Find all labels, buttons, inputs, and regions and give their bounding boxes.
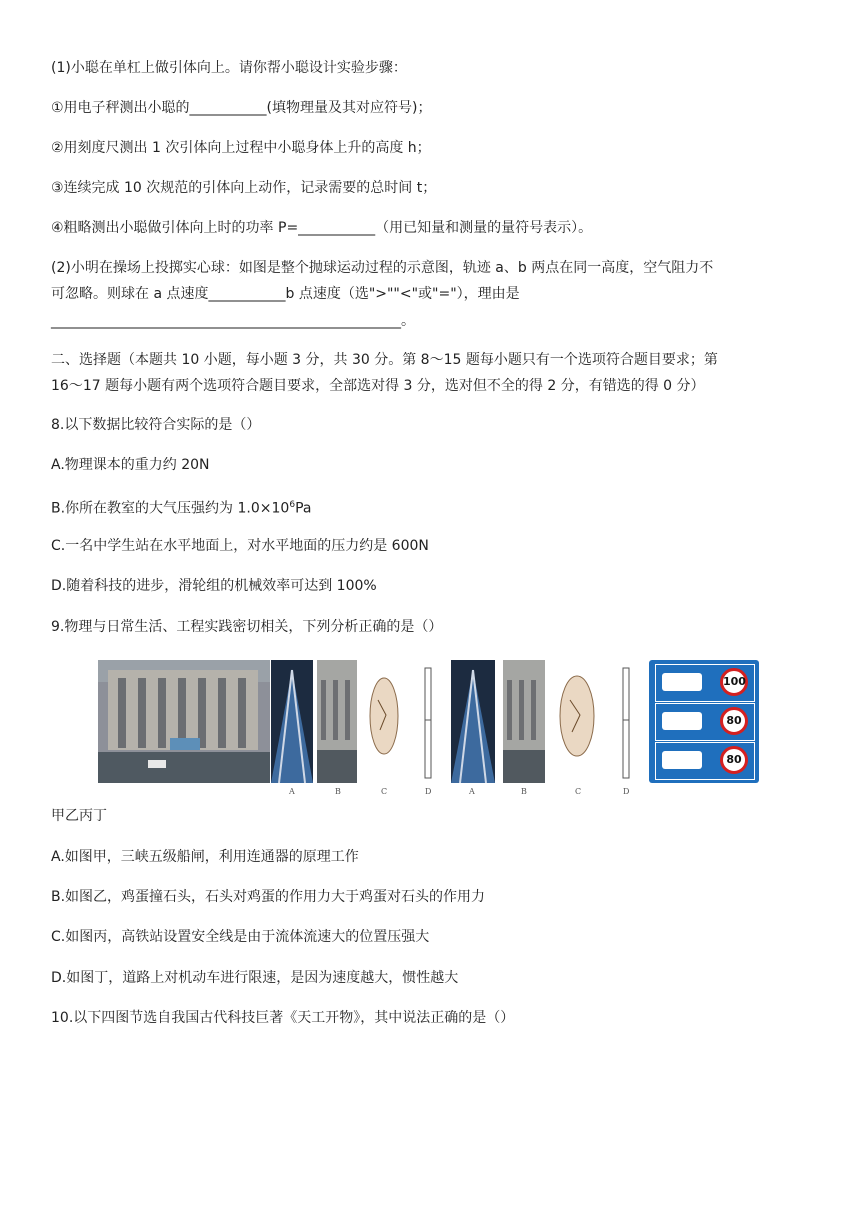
question-1-intro: (1)小聪在单杠上做引体向上。请你帮小聪设计实验步骤： — [51, 60, 407, 76]
step-4: ④粗略测出小聪做引体向上时的功率 P=___________（用已知量和测量的量符号表示）。 — [51, 220, 593, 236]
bus-speed-row — [655, 703, 755, 741]
section-2-header-line-1: 二、选择题（本题共 10 小题，每小题 3 分，共 30 分。第 8～15 题每小题只有一个选项符合题目要求；第 — [51, 352, 718, 368]
speed-limit-car: 100 — [720, 668, 748, 696]
caption-2: B — [335, 787, 341, 796]
car-speed-row — [655, 664, 755, 702]
bus-icon — [662, 712, 702, 730]
question-2-line-2: 可忽略。则球在 a 点速度___________b 点速度（选">""<"或"="），理由是 — [51, 286, 520, 302]
step-1: ①用电子秤测出小聪的___________(填物理量及其对应符号)； — [51, 100, 432, 116]
truck-icon — [662, 751, 702, 769]
step-3: ③连续完成 10 次规范的引体向上动作，记录需要的总时间 t； — [51, 180, 437, 196]
egg-rock-drawing-2 — [552, 660, 602, 783]
option-b-exponent: 6 — [289, 500, 296, 510]
safety-line-drawing — [422, 660, 434, 783]
question-9-figure — [98, 660, 760, 796]
question-2-line-1: (2)小明在操场上投掷实心球：如图是整个抛球运动过程的示意图，轨迹 a、b 两点在同一高度，空气阻力不 — [51, 260, 714, 276]
question-8-option-c: C.一名中学生站在水平地面上，对水平地面的压力约是 600N — [51, 538, 429, 554]
caption-1: A — [289, 787, 295, 796]
step-2: ②用刻度尺测出 1 次引体向上过程中小聪身体上升的高度 h； — [51, 140, 431, 156]
option-b-text: B.你所在教室的大气压强约为 1.0×10 — [51, 500, 290, 517]
caption-7: C — [575, 787, 582, 796]
caption-6: B — [521, 787, 527, 796]
caption-5: A — [469, 787, 475, 796]
question-8-option-d: D.随着科技的进步，滑轮组的机械效率可达到 100% — [51, 578, 377, 594]
question-10-stem: 10.以下四图节选自我国古代科技巨著《天工开物》，其中说法正确的是（） — [51, 1010, 515, 1026]
question-8-stem: 8.以下数据比较符合实际的是（） — [51, 417, 261, 433]
safety-line-drawing-2 — [620, 660, 632, 783]
question-9-option-a: A.如图甲，三峡五级船闸，利用连通器的原理工作 — [51, 849, 359, 865]
ship-lock-photo — [98, 660, 270, 783]
question-8-option-a: A.物理课本的重力约 20N — [51, 457, 210, 473]
car-icon — [662, 673, 702, 691]
question-9-stem: 9.物理与日常生活、工程实践密切相关，下列分析正确的是（） — [51, 619, 443, 635]
question-9-option-c: C.如图丙，高铁站设置安全线是由于流体流速大的位置压强大 — [51, 929, 430, 945]
question-2-line-3: __________________________________________________。 — [51, 313, 415, 329]
caption-4: D — [425, 787, 432, 796]
question-9-option-d: D.如图丁，道路上对机动车进行限速，是因为速度越大，惯性越大 — [51, 970, 459, 986]
rail-track-photo-2 — [451, 660, 495, 783]
question-8-option-b — [51, 495, 311, 519]
speed-limit-sign — [649, 660, 759, 783]
option-b-unit: Pa — [295, 500, 312, 517]
rail-track-photo — [271, 660, 313, 783]
ship-lock-small-photo-2 — [503, 660, 545, 783]
speed-limit-bus: 80 — [720, 707, 748, 735]
speed-limit-truck: 80 — [720, 746, 748, 774]
caption-8: D — [623, 787, 630, 796]
egg-rock-drawing — [364, 660, 404, 783]
question-9-figure-labels: 甲乙丙丁 — [51, 808, 107, 824]
question-9-option-b: B.如图乙，鸡蛋撞石头，石头对鸡蛋的作用力大于鸡蛋对石头的作用力 — [51, 889, 486, 905]
section-2-header-line-2: 16～17 题每小题有两个选项符合题目要求，全部选对得 3 分，选对但不全的得 2 分，有错选的得 0 分） — [51, 378, 705, 394]
caption-3: C — [381, 787, 388, 796]
ship-lock-small-photo — [317, 660, 357, 783]
truck-speed-row — [655, 742, 755, 780]
